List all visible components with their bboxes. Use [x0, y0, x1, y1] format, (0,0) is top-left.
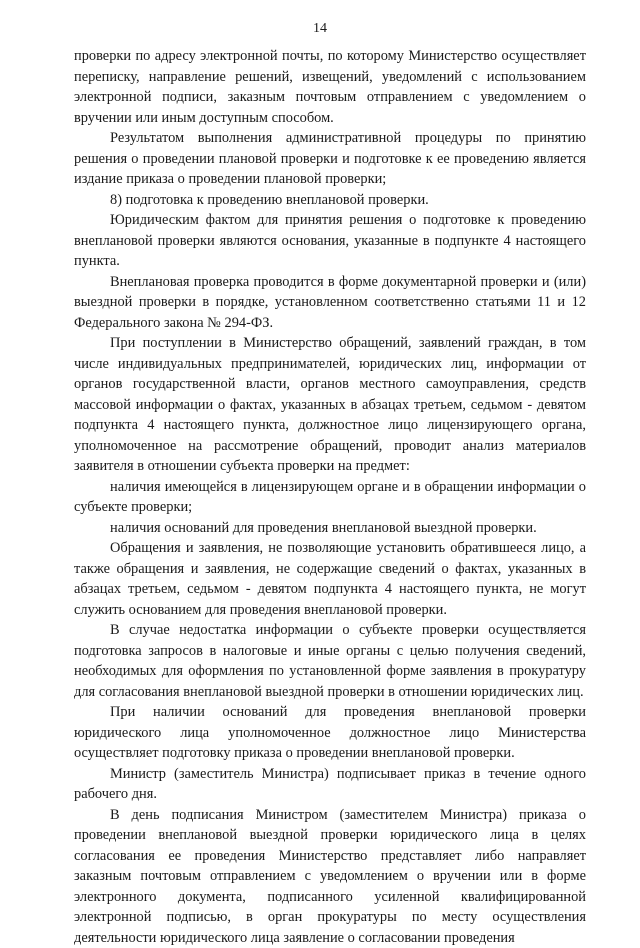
paragraph: При наличии оснований для проведения внеплановой проверки юридического лица уполномоченное должностное лицо Министерства осуществляет подготовку приказа о проведении внеплановой проверки.: [74, 702, 586, 764]
paragraph: наличия оснований для проведения внеплановой выездной проверки.: [74, 518, 586, 539]
paragraph: Министр (заместитель Министра) подписывает приказ в течение одного рабочего дня.: [74, 764, 586, 805]
paragraph: наличия имеющейся в лицензирующем органе и в обращении информации о субъекте проверки;: [74, 477, 586, 518]
paragraph: При поступлении в Министерство обращений, заявлений граждан, в том числе индивидуальных предпринимателей, юридических лиц, информации от органов государственной власти, органов местного самоуправления, средств массовой информации о фактах, указанных в абзацах третьем, седьмом - девятом подпункта 4 настоящего пункта, должностное лицо лицензирующего органа, уполномоченное на рассмотрение обращений, проводит анализ материалов заявителя в отношении субъекта проверки на предмет:: [74, 333, 586, 477]
page-number: 14: [0, 21, 640, 37]
paragraph: В день подписания Министром (заместителем Министра) приказа о проведении внеплановой выездной проверки юридического лица в целях согласования ее проведения Министерство представляет либо направляет заказным почтовым отправлением с уведомлением о вручении или в форме электронного документа, подписанного усиленной квалифицированной электронной подписью, в орган прокуратуры по месту осуществления деятельности юридического лица заявление о согласовании проведения: [74, 805, 586, 948]
paragraph: Юридическим фактом для принятия решения о подготовке к проведению внеплановой проверки являются основания, указанные в подпункте 4 настоящего пункта.: [74, 210, 586, 272]
paragraph: В случае недостатка информации о субъекте проверки осуществляется подготовка запросов в налоговые и иные органы с целью получения сведений, необходимых для оформления по установленной форме заявления в прокуратуру для согласования внеплановой выездной проверки в отношении юридических лиц.: [74, 620, 586, 702]
paragraph: Результатом выполнения административной процедуры по принятию решения о проведении плановой проверки и подготовке к ее проведению является издание приказа о проведении плановой проверки;: [74, 128, 586, 190]
paragraph: 8) подготовка к проведению внеплановой проверки.: [74, 190, 586, 211]
document-body: [74, 46, 586, 948]
paragraph: Обращения и заявления, не позволяющие установить обратившееся лицо, а также обращения и заявления, не содержащие сведений о фактах, указанных в абзацах третьем, седьмом - девятом подпункта 4 настоящего пункта, не могут служить основанием для проведения внеплановой проверки.: [74, 538, 586, 620]
paragraph: проверки по адресу электронной почты, по которому Министерство осуществляет переписку, направление решений, извещений, уведомлений с использованием электронной подписи, заказным почтовым отправлением с уведомлением о вручении или иным доступным способом.: [74, 46, 586, 128]
paragraph: Внеплановая проверка проводится в форме документарной проверки и (или) выездной проверки в порядке, установленном соответственно статьями 11 и 12 Федерального закона № 294-ФЗ.: [74, 272, 586, 334]
